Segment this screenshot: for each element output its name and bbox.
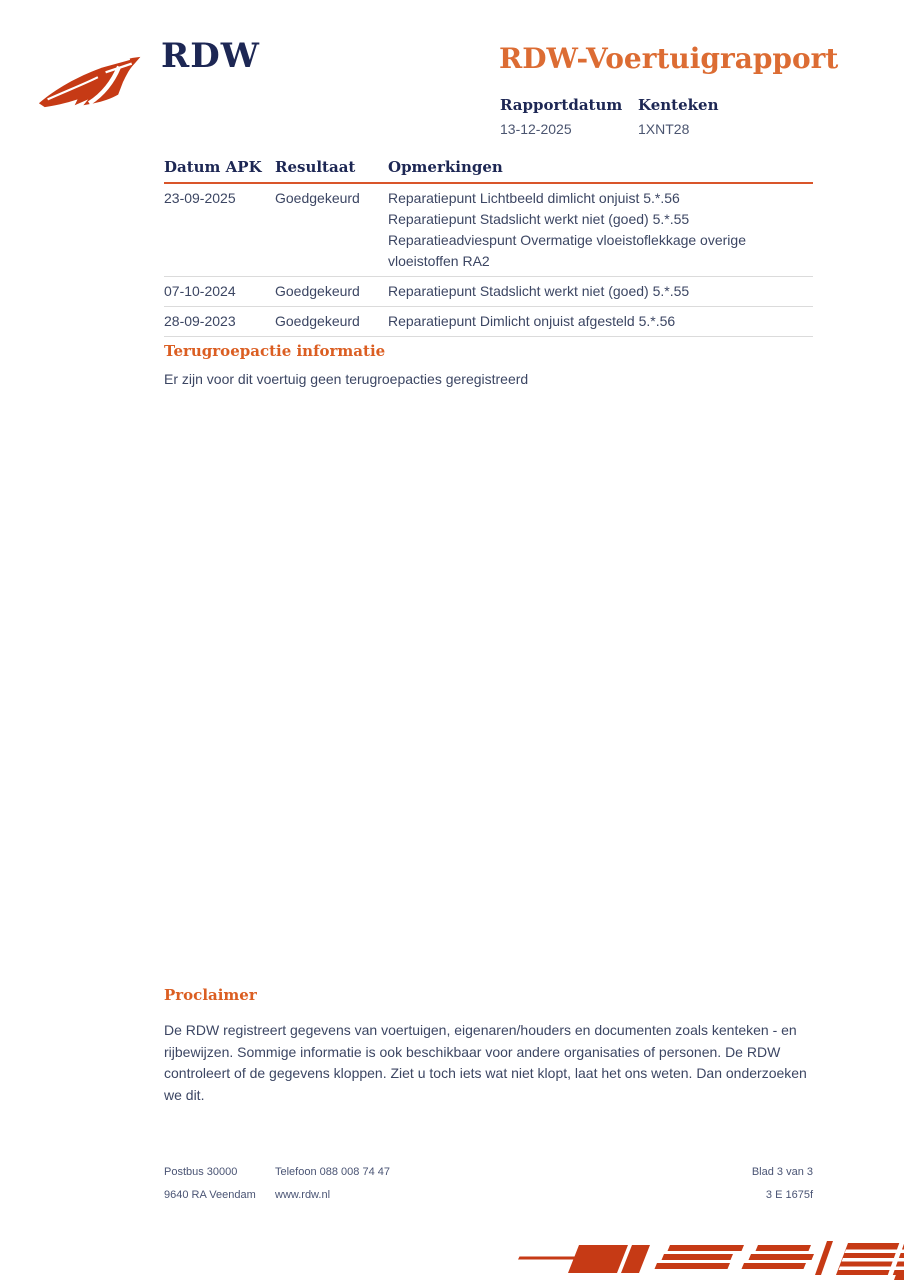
remark-line: Reparatiepunt Dimlicht onjuist afgesteld 5.*.56 [388,313,676,329]
footer-page-indicator: Blad 3 van 3 [751,1166,813,1178]
report-meta [500,96,718,137]
table-row [164,307,813,337]
cell-result: Goedgekeurd [275,283,360,299]
rdw-feather-logo-icon [36,48,152,116]
footer-phone: Telefoon 088 008 74 47 [275,1166,390,1178]
column-header-date: Datum APK [164,158,262,176]
report-date-label: Rapportdatum [500,96,623,114]
column-header-remarks: Opmerkingen [388,158,503,176]
table-row [164,277,813,307]
license-plate-block [638,96,718,137]
rdw-wordmark: RDW [161,36,260,76]
recall-section-title: Terugroepactie informatie [164,342,386,360]
remark-line: Reparatieadviespunt Overmatige vloeistoflekkage overige vloeistoffen RA2 [388,232,746,269]
proclaimer-section [164,986,813,1106]
cell-result: Goedgekeurd [275,190,360,206]
cell-date: 07-10-2024 [164,283,236,299]
cell-remarks [388,281,813,302]
license-plate-value: 1XNT28 [638,121,690,137]
rdw-stripes-graphic [518,1233,904,1280]
footer-form-code: 3 E 1675f [765,1189,813,1201]
footer-website: www.rdw.nl [275,1189,331,1201]
cell-date: 23-09-2025 [164,190,236,206]
proclaimer-body: De RDW registreert gegevens van voertuigen, eigenaren/houders en documenten zoals kenteken - en rijbewijzen. Sommige informatie is ook beschikbaar voor andere organisaties of personen. De RDW controleert of de gegevens kloppen. Ziet u toch iets wat niet klopt, laat het ons weten. Dan onderzoeken we dit. [164,1022,807,1103]
table-row [164,184,813,277]
license-plate-label: Kenteken [638,96,719,114]
page-footer [164,1166,813,1202]
cell-remarks [388,311,813,332]
page-title: RDW-Voertuigrapport [499,42,839,75]
cell-remarks [388,188,813,272]
cell-date: 28-09-2023 [164,313,236,329]
remark-line: Reparatiepunt Stadslicht werkt niet (goed) 5.*.55 [388,283,690,299]
apk-history-table [164,158,813,337]
remark-line: Reparatiepunt Stadslicht werkt niet (goed) 5.*.55 [388,211,690,227]
footer-address-line2: 9640 RA Veendam [164,1189,256,1201]
report-date-value: 13-12-2025 [500,121,572,137]
table-header-row [164,158,813,184]
report-date-block [500,96,638,137]
column-header-result: Resultaat [275,158,356,176]
cell-result: Goedgekeurd [275,313,360,329]
recall-section-body: Er zijn voor dit voertuig geen terugroepacties geregistreerd [164,371,529,387]
recall-info-section [164,342,813,391]
footer-address-line1: Postbus 30000 [164,1166,238,1178]
proclaimer-title: Proclaimer [164,986,257,1004]
remark-line: Reparatiepunt Lichtbeeld dimlicht onjuist 5.*.56 [388,190,680,206]
